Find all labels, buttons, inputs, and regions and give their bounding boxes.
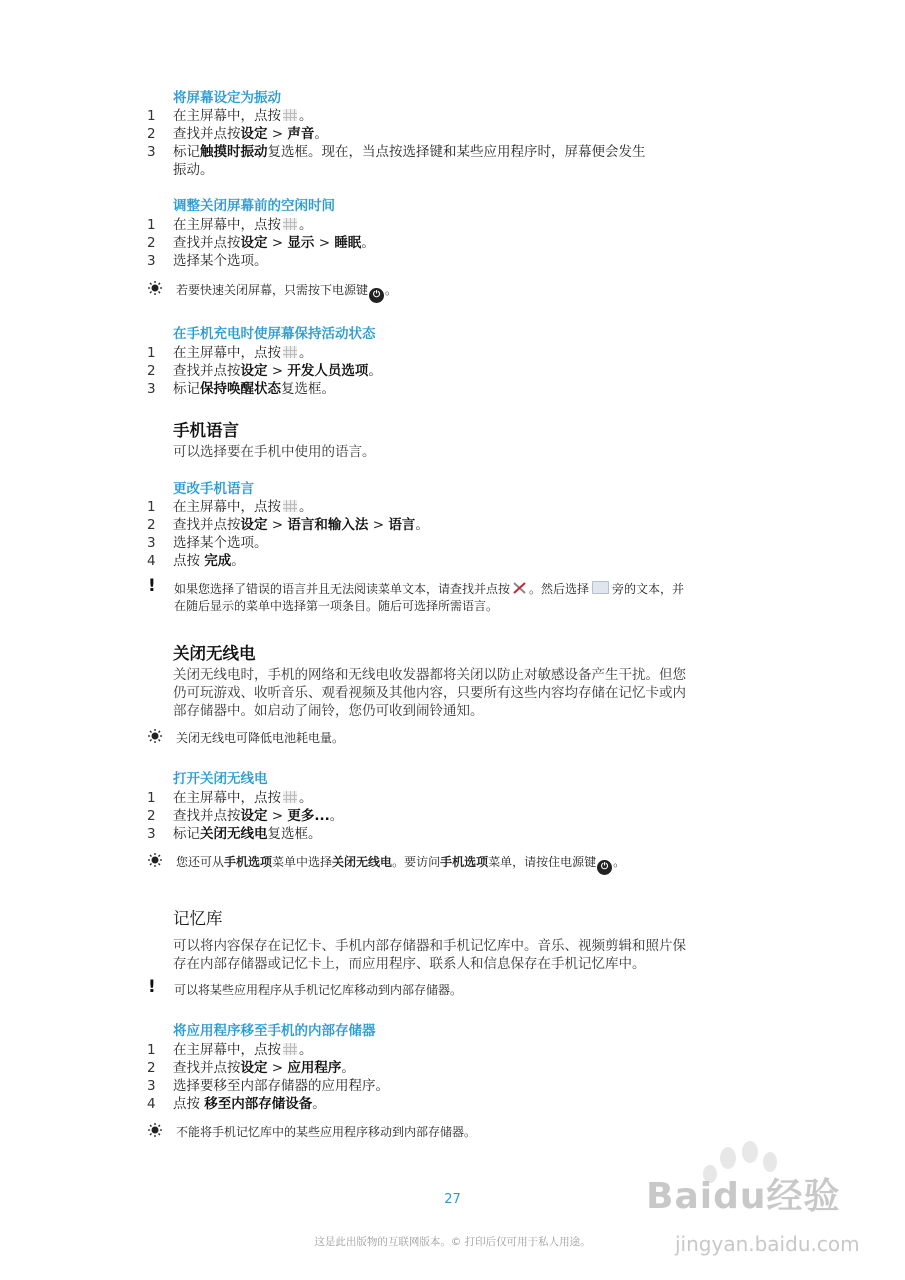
list-item: 4 点按 完成。 <box>147 553 245 569</box>
list-item: 2 查找并点按设定 > 语言和输入法 > 语言。 <box>147 517 429 533</box>
list-item: 3 选择要移至内部存储器的应用程序。 <box>147 1078 389 1094</box>
list-item: 2 查找并点按设定 > 应用程序。 <box>147 1060 355 1076</box>
list-item: 3 标记触摸时振动复选框。现在，当点按选择键和某些应用程序时，屏幕便会发生 <box>147 144 646 160</box>
list-item: 1 在主屏幕中，点按 。 <box>147 108 313 124</box>
list-item: 2 查找并点按设定 > 更多...。 <box>147 808 344 824</box>
tip-text: 不能将手机记忆库中的某些应用程序移动到内部存储器。 <box>176 1125 477 1139</box>
exclamation-warning-icon: ! <box>148 576 156 596</box>
watermark-url: jingyan.baidu.com <box>675 1232 860 1256</box>
page-number: 27 <box>444 1192 461 1207</box>
apps-grid-icon <box>283 218 297 230</box>
apps-grid-icon <box>283 109 297 121</box>
tip-text: 若要快速关闭屏幕，只需按下电源键 ⏻ 。 <box>176 282 397 303</box>
tip-text: 关闭无线电可降低电池耗电量。 <box>176 731 345 745</box>
section-title-language: 手机语言 <box>173 421 239 440</box>
apps-grid-icon <box>283 791 297 803</box>
warning-text: 如果您选择了错误的语言并且无法阅读菜单文本，请查找并点按 。然后选择 旁的文本，并 在随后显示的菜单中选择第一项条目。随后可选择所需语言。 <box>174 582 685 613</box>
list-item: 2 查找并点按设定 > 显示 > 睡眠。 <box>147 235 375 251</box>
watermark-brand: Baidu经验 <box>646 1176 841 1217</box>
exclamation-warning-icon: ! <box>148 977 156 997</box>
list-item: 3 标记保持唤醒状态复选框。 <box>147 381 335 397</box>
apps-grid-icon <box>283 1043 297 1055</box>
tip-text: 您还可从手机选项菜单中选择关闭无线电。要访问手机选项菜单，请按住电源键 ⏻ 。 <box>176 854 625 875</box>
heading-change-language: 更改手机语言 <box>173 481 254 497</box>
apps-grid-icon <box>283 500 297 512</box>
footer-note: 这是此出版物的互联网版本。© 打印后仅可用于私人用途。 <box>314 1236 591 1248</box>
power-key-icon: ⏻ <box>597 860 612 875</box>
section-desc: 可以选择要在手机中使用的语言。 <box>173 444 376 460</box>
list-item-continuation: 振动。 <box>173 162 214 178</box>
section-desc: 可以将内容保存在记忆卡、手机内部存储器和手机记忆库中。音乐、视频剪辑和照片保 存在内部存储器或记忆卡上，而应用程序、联系人和信息保存在手机记忆库中。 <box>173 938 686 972</box>
list-item: 1 在主屏幕中，点按 。 <box>147 1042 313 1058</box>
list-item: 3 选择某个选项。 <box>147 253 268 269</box>
heading-toggle-radio: 打开关闭无线电 <box>173 771 268 787</box>
tools-icon <box>512 581 527 595</box>
lightbulb-tip-icon <box>146 853 164 867</box>
warning-text: 可以将某些应用程序从手机记忆库移动到内部存储器。 <box>174 983 463 997</box>
section-title-memory: 记忆库 <box>173 909 223 928</box>
section-title-radio: 关闭无线电 <box>173 644 256 663</box>
list-item: 4 点按 移至内部存储设备。 <box>147 1096 326 1112</box>
heading-move-apps: 将应用程序移至手机的内部存储器 <box>173 1023 376 1039</box>
lightbulb-tip-icon <box>146 1123 164 1137</box>
list-item: 3 选择某个选项。 <box>147 535 268 551</box>
keyboard-icon <box>592 581 609 594</box>
heading-idle-time: 调整关闭屏幕前的空闲时间 <box>173 198 335 214</box>
section-desc: 关闭无线电时，手机的网络和无线电收发器都将关闭以防止对敏感设备产生干扰。但您 仍可玩游戏、收听音乐、观看视频及其他内容，只要所有这些内容均存储在记忆卡或内 部存储器中。如启动了闹铃，您仍可收到闹铃通知。 <box>173 667 686 719</box>
apps-grid-icon <box>283 346 297 358</box>
list-item: 1 在主屏幕中，点按 。 <box>147 499 313 515</box>
power-key-icon: ⏻ <box>369 288 384 303</box>
list-item: 1 在主屏幕中，点按 。 <box>147 217 313 233</box>
lightbulb-tip-icon <box>146 729 164 743</box>
list-item: 3 标记关闭无线电复选框。 <box>147 826 322 842</box>
list-item: 1 在主屏幕中，点按 。 <box>147 790 313 806</box>
heading-stay-awake: 在手机充电时使屏幕保持活动状态 <box>173 326 376 342</box>
list-item: 2 查找并点按设定 > 开发人员选项。 <box>147 363 382 379</box>
list-item: 2 查找并点按设定 > 声音。 <box>147 126 328 142</box>
heading-vibrate: 将屏幕设定为振动 <box>173 90 281 106</box>
list-item: 1 在主屏幕中，点按 。 <box>147 345 313 361</box>
lightbulb-tip-icon <box>146 281 164 295</box>
